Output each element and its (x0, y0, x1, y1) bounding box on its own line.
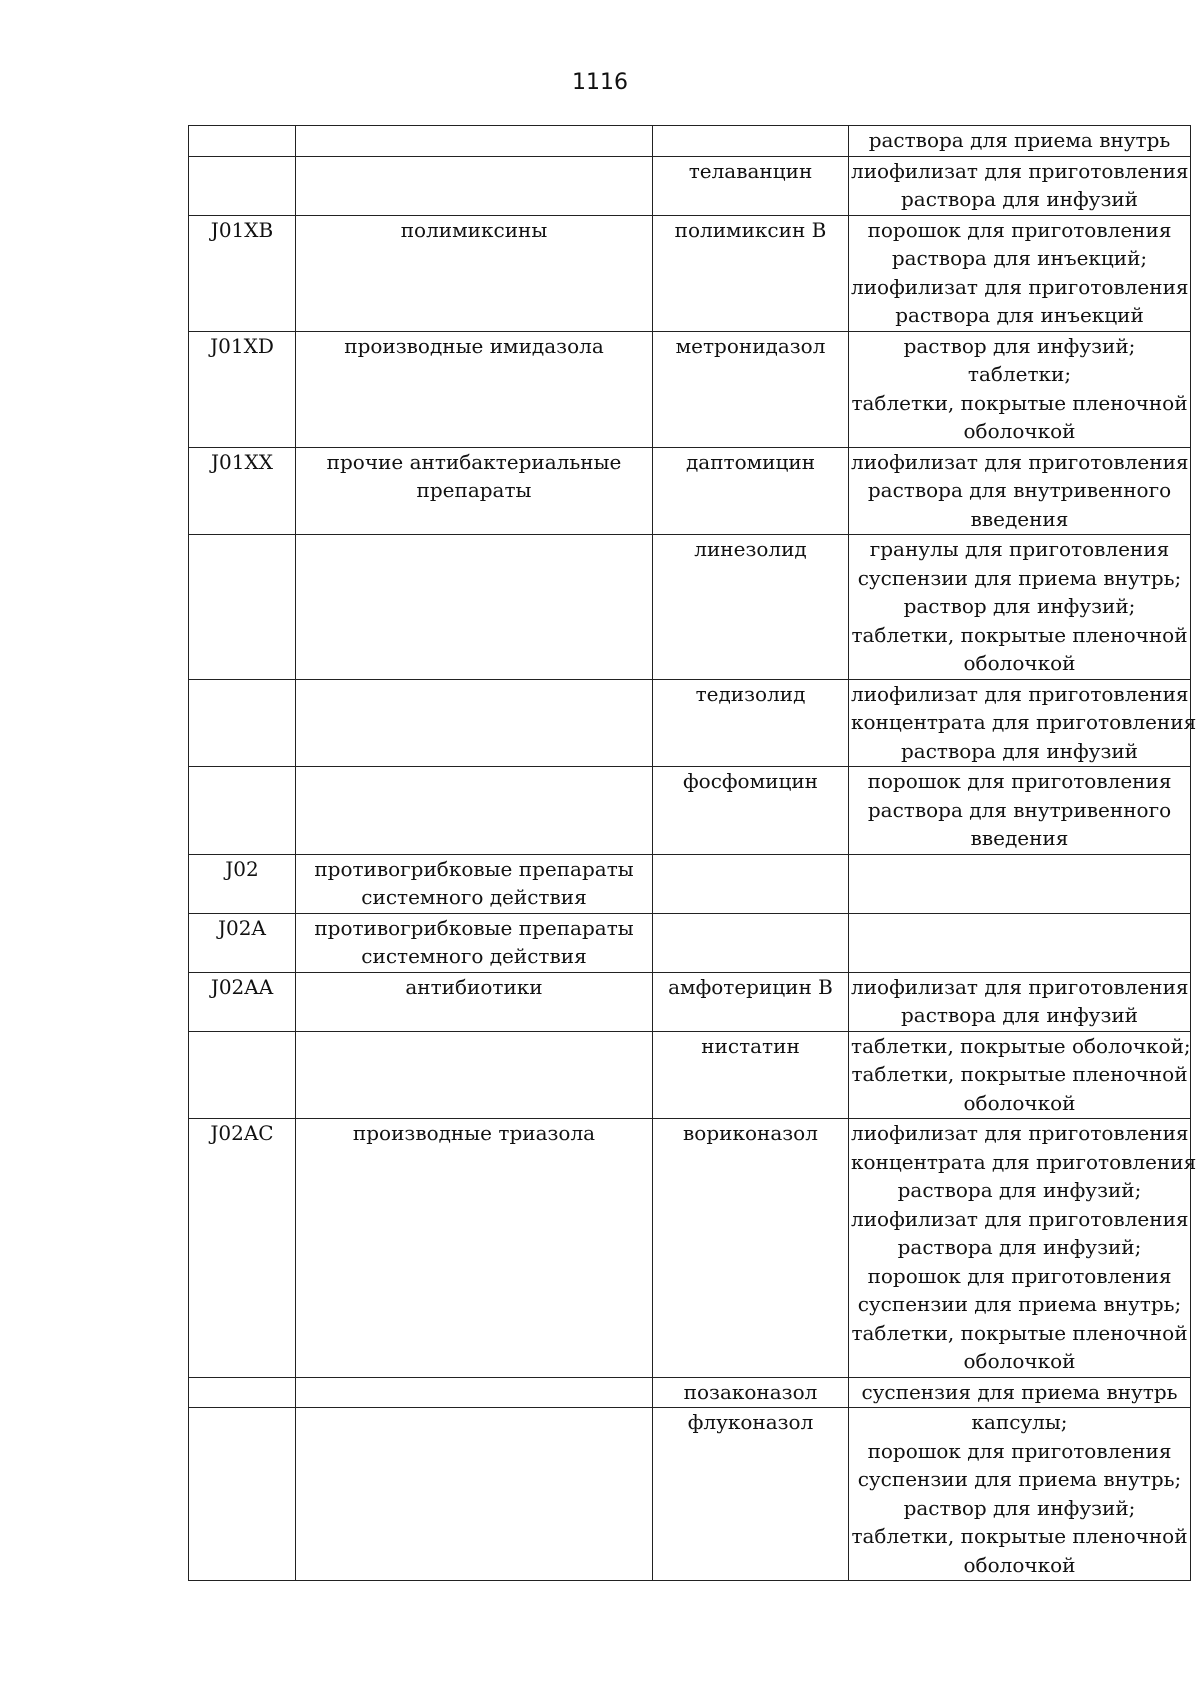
drug-group-cell (296, 679, 653, 767)
dosage-form-cell (849, 972, 1191, 1031)
dosage-form-line: порошок для приготовления (867, 1438, 1172, 1463)
dosage-form-line: порошок для приготовления (867, 1263, 1172, 1288)
dosage-form-cell (849, 1119, 1197, 1378)
dosage-form-line: суспензии для приема внутрь; (857, 1292, 1182, 1316)
atc-code-cell (189, 1408, 296, 1581)
table-row (189, 126, 1191, 157)
dosage-form-line: введения (970, 506, 1069, 531)
drug-group-line: системного действия (361, 944, 587, 968)
atc-code: J02 (225, 856, 259, 881)
dosage-form-line: лиофилизат для приготовления (851, 681, 1189, 706)
drug-group-line: полимиксины (400, 217, 548, 242)
dosage-form-line: лиофилизат для приготовления (851, 1206, 1189, 1231)
drug-group-cell (296, 854, 653, 913)
table-row (189, 215, 1191, 331)
drug-group-cell (296, 156, 653, 215)
dosage-form-line: лиофилизат для приготовления (851, 974, 1189, 999)
dosage-form-line: раствора для внутривенного (867, 478, 1172, 502)
drug-group-cell (296, 1119, 653, 1378)
drug-group-line: производные имидазола (344, 333, 604, 358)
dosage-form-line: таблетки, покрытые оболочкой; (851, 1033, 1191, 1058)
drug-name-cell (653, 1031, 849, 1119)
atc-code-cell (189, 767, 296, 855)
atc-code-cell (189, 1377, 296, 1408)
table-row (189, 447, 1191, 535)
dosage-form-line: оболочкой (963, 1349, 1076, 1373)
table-row (189, 1119, 1191, 1378)
dosage-form-line: таблетки, покрытые пленочной (851, 622, 1188, 647)
dosage-form-line: раствор для инфузий; (903, 333, 1136, 358)
atc-code-cell (189, 535, 296, 680)
drug-name: полимиксин B (674, 217, 827, 242)
atc-code-cell (189, 156, 296, 215)
dosage-form-line: раствора для внутривенного (867, 797, 1172, 822)
dosage-form-line: раствора для инфузий (900, 187, 1139, 211)
drug-group-line: препараты (416, 478, 532, 502)
dosage-form-line: раствора для приема внутрь (868, 128, 1171, 152)
dosage-form-line: таблетки; (967, 362, 1072, 386)
atc-code: J02AC (210, 1121, 274, 1145)
atc-code-cell (189, 854, 296, 913)
drug-group-cell (296, 215, 653, 331)
table-row (189, 156, 1191, 215)
dosage-form-line: лиофилизат для приготовления (851, 274, 1189, 299)
table-body (189, 126, 1197, 1581)
drug-name: амфотерицин B (668, 974, 833, 999)
drug-group-line: прочие антибактериальные (326, 449, 622, 474)
dosage-form-line: капсулы; (971, 1410, 1068, 1434)
page-number: 1116 (572, 70, 628, 95)
drug-name-cell (653, 679, 849, 767)
drug-name: тедизолид (695, 681, 806, 706)
dosage-form-line: раствор для инфузий; (903, 594, 1136, 618)
dosage-form-line: лиофилизат для приготовления (851, 449, 1189, 474)
drug-group-cell (296, 535, 653, 680)
drug-name: метронидазол (675, 333, 826, 358)
table-row (189, 767, 1191, 855)
table-row (189, 1408, 1191, 1581)
dosage-form-cell (849, 215, 1191, 331)
dosage-form-line: лиофилизат для приготовления (851, 1121, 1189, 1145)
drug-name: фосфомицин (683, 769, 818, 793)
dosage-form-line: таблетки, покрытые пленочной (851, 1524, 1188, 1548)
dosage-form-line: раствора для инфузий (900, 738, 1139, 763)
dosage-form-line: раствор для инфузий; (903, 1495, 1136, 1520)
dosage-form-cell (849, 447, 1191, 535)
drug-table (188, 125, 1197, 1581)
drug-group-line: системного действия (361, 885, 587, 909)
atc-code-cell (189, 331, 296, 447)
drug-group-cell (296, 1408, 653, 1581)
dosage-form-cell (849, 767, 1191, 855)
atc-code: J02AA (210, 974, 274, 999)
drug-group-line: производные триазола (352, 1121, 596, 1145)
drug-name: вориконазол (683, 1121, 818, 1145)
atc-code: J01XX (211, 449, 273, 474)
drug-name-cell (653, 1377, 849, 1408)
drug-group-cell (296, 767, 653, 855)
dosage-form-cell (849, 1377, 1191, 1408)
atc-code-cell (189, 972, 296, 1031)
dosage-form-line: раствора для инфузий (900, 1003, 1139, 1027)
drug-name: линезолид (694, 537, 807, 561)
drug-name-cell (653, 1408, 849, 1581)
dosage-form-line: таблетки, покрытые пленочной (851, 1062, 1188, 1086)
dosage-form-line: концентрата для приготовления (851, 710, 1197, 734)
dosage-form-line: оболочкой (963, 419, 1076, 443)
dosage-form-line: суспензии для приема внутрь; (857, 1467, 1182, 1491)
drug-group-cell (296, 447, 653, 535)
atc-code-cell (189, 447, 296, 535)
dosage-form-cell (849, 126, 1191, 157)
table-row (189, 854, 1191, 913)
dosage-form-line: суспензия для приема внутрь (861, 1379, 1178, 1404)
table-row (189, 1031, 1191, 1119)
drug-name: флуконазол (687, 1410, 814, 1434)
drug-group-cell (296, 972, 653, 1031)
atc-code-cell (189, 1031, 296, 1119)
drug-group-line: противогрибковые препараты (314, 915, 634, 940)
atc-code-cell (189, 215, 296, 331)
drug-group-cell (296, 331, 653, 447)
dosage-form-line: порошок для приготовления (867, 217, 1172, 242)
drug-group-cell (296, 1031, 653, 1119)
dosage-form-line: порошок для приготовления (867, 769, 1172, 793)
table-row (189, 1377, 1191, 1408)
dosage-form-line: раствора для инъекций (895, 303, 1144, 327)
drug-name: нистатин (701, 1033, 800, 1058)
atc-code: J01XD (210, 333, 274, 358)
dosage-form-cell (849, 1408, 1191, 1581)
table-row (189, 679, 1191, 767)
table-row (189, 535, 1191, 680)
dosage-form-line: введения (970, 826, 1069, 850)
drug-name-cell (653, 447, 849, 535)
dosage-form-line: раствора для инфузий; (897, 1235, 1142, 1259)
dosage-form-cell (849, 913, 1191, 972)
dosage-form-cell (849, 1031, 1191, 1119)
table-row (189, 972, 1191, 1031)
drug-name-cell (653, 156, 849, 215)
drug-name: позаконазол (683, 1379, 818, 1404)
atc-code-cell (189, 1119, 296, 1378)
drug-group-line: антибиотики (405, 974, 543, 999)
drug-name-cell (653, 331, 849, 447)
dosage-form-line: оболочкой (963, 651, 1076, 675)
drug-name-cell (653, 972, 849, 1031)
drug-group-line: противогрибковые препараты (314, 856, 634, 881)
drug-name: даптомицин (685, 449, 816, 474)
dosage-form-line: концентрата для приготовления (851, 1149, 1197, 1174)
dosage-form-line: оболочкой (963, 1552, 1076, 1577)
atc-code-cell (189, 126, 296, 157)
drug-name-cell (653, 126, 849, 157)
dosage-form-line: раствора для инфузий; (897, 1178, 1142, 1202)
drug-group-cell (296, 126, 653, 157)
dosage-form-line: суспензии для приема внутрь; (857, 565, 1182, 590)
drug-name-cell (653, 913, 849, 972)
atc-code: J02A (218, 915, 266, 940)
dosage-form-cell (849, 679, 1197, 767)
dosage-form-cell (849, 535, 1191, 680)
drug-name-cell (653, 854, 849, 913)
dosage-form-line: лиофилизат для приготовления (851, 158, 1189, 183)
drug-group-cell (296, 913, 653, 972)
atc-code: J01XB (210, 217, 274, 242)
drug-name: телаванцин (688, 158, 813, 183)
dosage-form-cell (849, 854, 1191, 913)
table-row (189, 913, 1191, 972)
drug-name-cell (653, 535, 849, 680)
dosage-form-line: таблетки, покрытые пленочной (851, 390, 1188, 415)
dosage-form-cell (849, 156, 1191, 215)
dosage-form-line: таблетки, покрытые пленочной (851, 1320, 1188, 1345)
dosage-form-cell (849, 331, 1191, 447)
dosage-form-line: раствора для инъекций; (891, 246, 1148, 270)
atc-code-cell (189, 913, 296, 972)
atc-code-cell (189, 679, 296, 767)
drug-name-cell (653, 1119, 849, 1378)
table-row (189, 331, 1191, 447)
drug-group-cell (296, 1377, 653, 1408)
dosage-form-line: гранулы для приготовления (869, 537, 1170, 561)
drug-name-cell (653, 767, 849, 855)
dosage-form-line: оболочкой (963, 1090, 1076, 1115)
drug-name-cell (653, 215, 849, 331)
